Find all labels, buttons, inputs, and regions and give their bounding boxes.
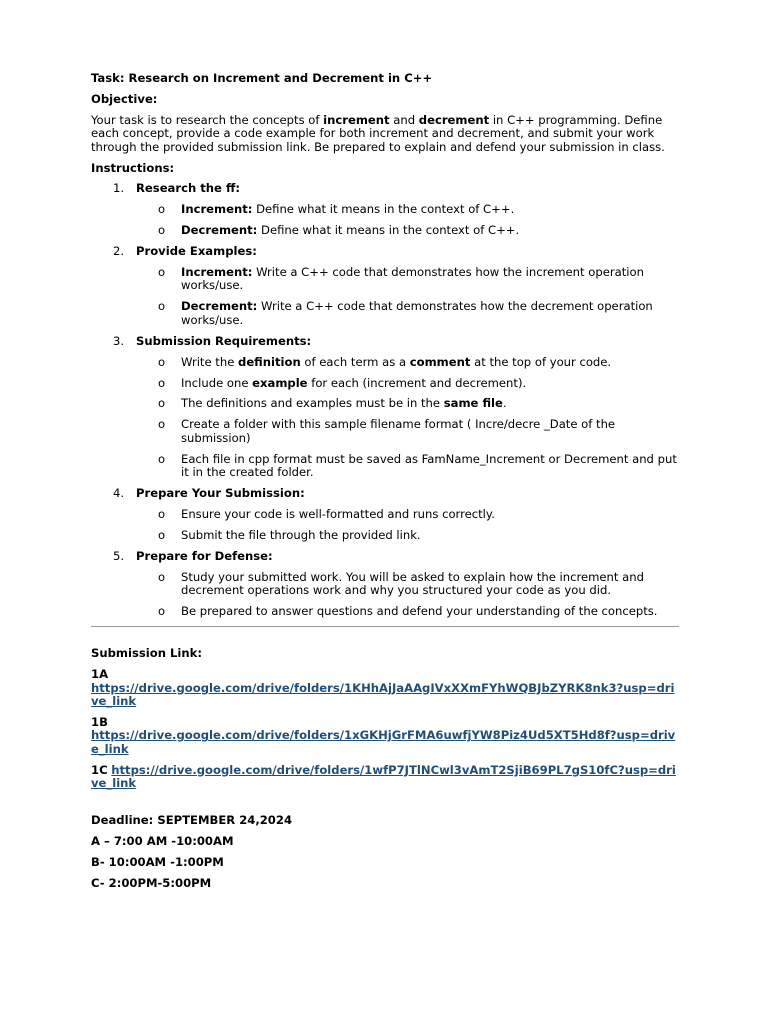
item-text: Define what it means in the context of C++.: [257, 223, 520, 238]
bullet-icon: o: [158, 527, 166, 542]
document-content: [91, 72, 681, 898]
step-4-item-1: [91, 508, 681, 521]
step-5-item-1: [91, 571, 681, 598]
step-1: [91, 182, 681, 195]
item-text: Submit the file through the provided link.: [181, 527, 421, 542]
bullet-icon: o: [158, 396, 166, 411]
item-text: at the top of your code.: [470, 354, 612, 369]
step-number: 5.: [113, 548, 125, 563]
item-bold: same file: [443, 396, 503, 411]
step-2-item-1: [91, 266, 681, 293]
step-1-item-1: [91, 203, 681, 216]
item-bold: Decrement:: [181, 223, 258, 238]
step-heading: Submission Requirements:: [136, 333, 312, 348]
objective-text-1: Your task is to research the concepts of: [91, 112, 324, 127]
step-5: [91, 550, 681, 563]
schedule-a: A – 7:00 AM -10:00AM: [91, 834, 234, 849]
item-bold: Increment:: [181, 265, 253, 280]
item-text: Include one: [181, 375, 253, 390]
drive-link-1a[interactable]: https://drive.google.com/drive/folders/1KHhAjJaAAgIVxXXmFYhWQBJbZYRK8nk3?usp=drive_link: [91, 680, 675, 708]
bullet-icon: o: [158, 265, 166, 280]
item-text: Be prepared to answer questions and defend your understanding of the concepts.: [181, 603, 658, 618]
objective-heading: Objective:: [91, 91, 158, 106]
item-text: Each file in cpp format must be saved as FamName_Increment or Decrement and put it in the created folder.: [181, 451, 677, 480]
step-number: 1.: [113, 181, 125, 196]
item-text: Ensure your code is well-formatted and runs correctly.: [181, 506, 495, 521]
step-heading: Provide Examples:: [136, 244, 257, 259]
schedule-b: B- 10:00AM -1:00PM: [91, 855, 224, 870]
step-3-item-2: [91, 377, 681, 390]
step-3-item-4: [91, 418, 681, 445]
step-number: 4.: [113, 485, 125, 500]
item-text: Define what it means in the context of C++.: [252, 202, 515, 217]
item-bold: comment: [409, 354, 471, 369]
bullet-icon: o: [158, 202, 166, 217]
step-5-item-2: [91, 605, 681, 618]
item-text: for each (increment and decrement).: [307, 375, 527, 390]
step-number: 3.: [113, 333, 125, 348]
item-bold: Decrement:: [181, 299, 258, 314]
link-label: 1B: [91, 714, 108, 729]
bullet-icon: o: [158, 417, 166, 432]
step-3-item-1: [91, 356, 681, 369]
item-text: The definitions and examples must be in the: [181, 396, 444, 411]
item-text: Write the: [181, 354, 239, 369]
item-text: Write a C++ code that demonstrates how the increment operation works/use.: [181, 265, 644, 293]
step-3-item-3: [91, 397, 681, 410]
objective-paragraph: [91, 114, 681, 154]
deadline: Deadline: SEPTEMBER 24,2024: [91, 813, 293, 828]
step-number: 2.: [113, 244, 125, 259]
item-text: Create a folder with this sample filename format ( Incre/decre _Date of the submission): [181, 417, 616, 445]
step-2: [91, 245, 681, 258]
bullet-icon: o: [158, 299, 166, 314]
bullet-icon: o: [158, 354, 166, 369]
objective-bold-decrement: decrement: [418, 112, 490, 127]
bullet-icon: o: [158, 223, 166, 238]
item-text: Write a C++ code that demonstrates how the decrement operation works/use.: [181, 299, 653, 327]
item-text: Study your submitted work. You will be asked to explain how the increment and decrement operations work and why you structured your code as you did.: [181, 569, 644, 597]
bullet-icon: o: [158, 569, 166, 584]
step-3-item-5: [91, 453, 681, 480]
bullet-icon: o: [158, 451, 166, 466]
submission-link-1b: [91, 716, 681, 756]
item-bold: example: [252, 375, 308, 390]
submission-link-1c: [91, 764, 681, 791]
item-bold: definition: [238, 354, 301, 369]
bullet-icon: o: [158, 375, 166, 390]
step-4-item-2: [91, 529, 681, 542]
step-heading: Research the ff:: [136, 181, 240, 196]
document-title: Task: Research on Increment and Decrement in C++: [91, 71, 433, 85]
instructions-heading: Instructions:: [91, 160, 175, 175]
submission-link-1a: [91, 668, 681, 708]
step-1-item-2: [91, 224, 681, 237]
schedule-c: C- 2:00PM-5:00PM: [91, 876, 212, 891]
item-text: .: [502, 396, 507, 411]
item-bold: Increment:: [181, 202, 253, 217]
step-2-item-2: [91, 300, 681, 327]
step-4: [91, 487, 681, 500]
drive-link-1b[interactable]: https://drive.google.com/drive/folders/1xGKHjGrFMA6uwfjYW8Piz4Ud5XT5Hd8f?usp=drive_link: [91, 728, 676, 756]
step-3: [91, 335, 681, 348]
objective-bold-increment: increment: [323, 112, 390, 127]
objective-text-2: and: [389, 112, 419, 127]
drive-link-1c[interactable]: https://drive.google.com/drive/folders/1wfP7JTlNCwl3vAmT2SjiB69PL7gS10fC?usp=drive_link: [91, 762, 676, 791]
link-label: 1A: [91, 667, 109, 682]
bullet-icon: o: [158, 603, 166, 618]
step-heading: Prepare Your Submission:: [136, 485, 305, 500]
submission-heading: Submission Link:: [91, 646, 202, 661]
step-heading: Prepare for Defense:: [136, 548, 273, 563]
bullet-icon: o: [158, 506, 166, 521]
objective-text-3: in C++ programming. Define each concept, provide a code example for both increment and decrement, and submit your work through the provided submission link. Be prepared to explain and defend your submission in class.: [91, 112, 665, 154]
link-label: 1C: [91, 762, 108, 777]
horizontal-divider: [91, 626, 679, 627]
item-text: of each term as a: [300, 354, 410, 369]
